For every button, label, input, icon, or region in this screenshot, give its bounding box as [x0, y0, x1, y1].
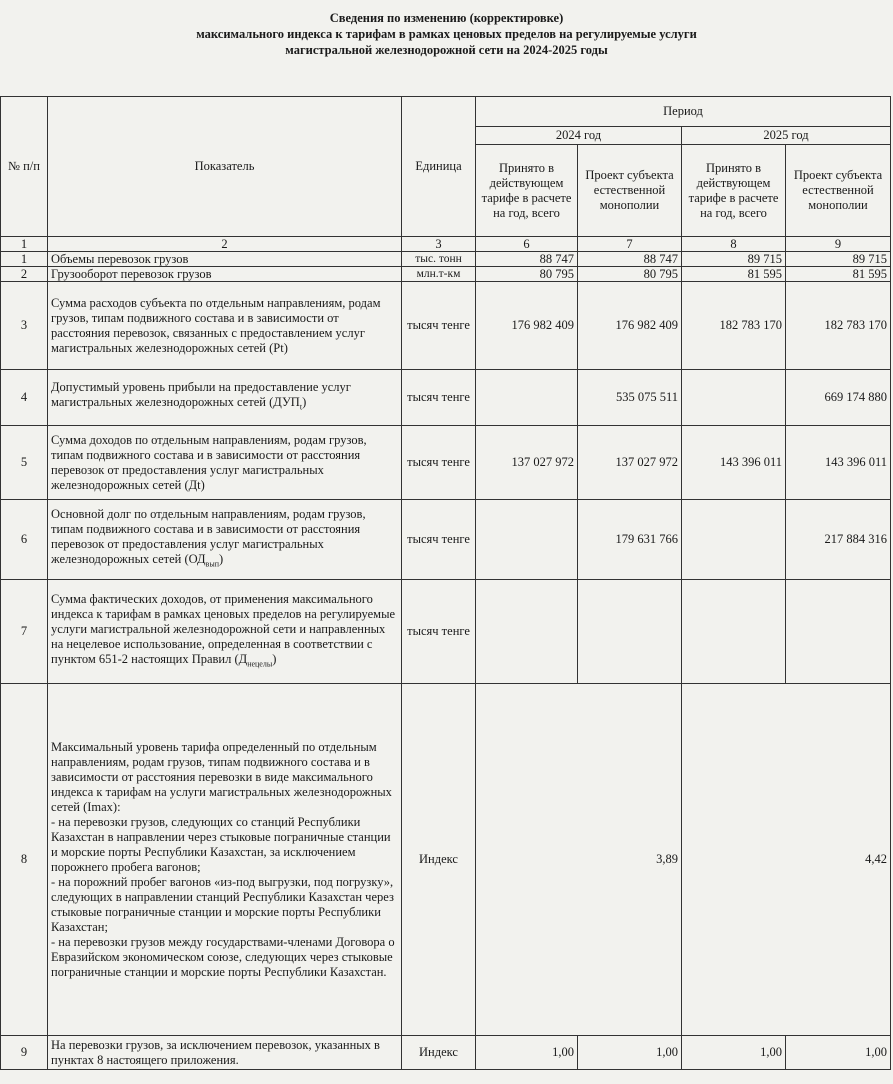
header-year-2024: 2024 год	[476, 127, 682, 145]
row-value-7: 137 027 972	[578, 426, 682, 500]
row-indicator: Основной долг по отдельным направлениям, родам грузов, типам подвижного состава и в зависимости от расстояния перевозок от предоставления услуг магистральных железнодорожных сетей $(ОД_{вып})$	[48, 500, 402, 580]
title-line-2: максимального индекса к тарифам в рамках ценовых пределов на регулируемые услуги	[196, 27, 697, 41]
row-num: 2	[1, 267, 48, 282]
col-number: 8	[682, 237, 786, 252]
table-row	[1, 267, 891, 282]
row-value-6: 80 795	[476, 267, 578, 282]
row-value-7: 1,00	[578, 1036, 682, 1070]
row-num: 6	[1, 500, 48, 580]
header-col-9: Проект субъекта естественной монополии	[786, 145, 891, 237]
row-num: 8	[1, 684, 48, 1036]
row-unit: тысяч тенге	[402, 500, 476, 580]
row-indicator: Сумма фактических доходов, от применения максимального индекса к тарифам в рамках ценовых пределов на регулируемые услуги магистральной железнодорожной сети и направленных на нецелевое использование, определенная в соответствии с пунктом 651-2 настоящих Правил $(Д_{нецелы})$	[48, 580, 402, 684]
col-number: 2	[48, 237, 402, 252]
row-value-9: 81 595	[786, 267, 891, 282]
row-value-9: 182 783 170	[786, 282, 891, 370]
row-value-9: 143 396 011	[786, 426, 891, 500]
row-num: 7	[1, 580, 48, 684]
row-value-9	[786, 580, 891, 684]
row-num: 1	[1, 252, 48, 267]
row-unit: тысяч тенге	[402, 370, 476, 426]
table-row	[1, 426, 891, 500]
document-title	[0, 10, 893, 58]
row-unit: тыс. тонн	[402, 252, 476, 267]
row-value-6: 88 747	[476, 252, 578, 267]
row-value-6	[476, 580, 578, 684]
table-row	[1, 1036, 891, 1070]
row-value-8: 182 783 170	[682, 282, 786, 370]
row-num: 4	[1, 370, 48, 426]
table-row	[1, 500, 891, 580]
col-number: 7	[578, 237, 682, 252]
header-col-6: Принято в действующем тарифе в расчете на год, всего	[476, 145, 578, 237]
header-num: № п/п	[1, 97, 48, 237]
table-row	[1, 580, 891, 684]
row-value-7: 80 795	[578, 267, 682, 282]
row-value-8: 1,00	[682, 1036, 786, 1070]
row-indicator: Сумма доходов по отдельным направлениям, родам грузов, типам подвижного состава и в зависимости от расстояния перевозок от предоставления услуг магистральных железнодорожных сетей (Дt)	[48, 426, 402, 500]
col-number: 6	[476, 237, 578, 252]
row-unit: Индекс	[402, 1036, 476, 1070]
row-value-7	[578, 580, 682, 684]
table-row	[1, 684, 891, 1036]
row-num: 9	[1, 1036, 48, 1070]
row-indicator: На перевозки грузов, за исключением перевозок, указанных в пунктах 8 настоящего приложения.	[48, 1036, 402, 1070]
row-indicator: Сумма расходов субъекта по отдельным направлениям, родам грузов, типам подвижного состава и в зависимости от расстояния перевозок, связанных с предоставлением услуг магистральных железнодорожных сетей (Pt)	[48, 282, 402, 370]
row-value-9: 217 884 316	[786, 500, 891, 580]
row-value-8: 81 595	[682, 267, 786, 282]
imax-definition: Максимальный уровень тарифа определенный по отдельным направлениям, родам грузов, типам подвижного состава и в зависимости от расстояния перевозки в виде максимального индекса к тарифам на услуги магистральных железнодорожных сетей (Imax):	[51, 739, 392, 814]
imax-item-2: - на порожний пробег вагонов «из-под выгрузки, под погрузку», следующих в направлении станций Республики Казахстан через стыковые пограничные станции и морские порты Республики Казахстан;	[51, 874, 394, 934]
title-line-3: магистральной железнодорожной сети на 2024-2025 годы	[285, 43, 608, 57]
table-row	[1, 252, 891, 267]
row-value-6	[476, 500, 578, 580]
col-number: 1	[1, 237, 48, 252]
row-value-2025: 4,42	[682, 684, 891, 1036]
row-value-8	[682, 500, 786, 580]
row-value-7: 88 747	[578, 252, 682, 267]
col-number: 3	[402, 237, 476, 252]
table-row	[1, 282, 891, 370]
header-year-2025: 2025 год	[682, 127, 891, 145]
row-value-7: 176 982 409	[578, 282, 682, 370]
row-unit: тысяч тенге	[402, 580, 476, 684]
row-indicator	[48, 684, 402, 1036]
row-value-6: 137 027 972	[476, 426, 578, 500]
row-unit: тысяч тенге	[402, 426, 476, 500]
row-value-8	[682, 370, 786, 426]
imax-item-1: - на перевозки грузов, следующих со станций Республики Казахстан в направлении через стыковые пограничные станции и морские порты Республики Казахстан, за исключением порожнего пробега вагонов;	[51, 814, 391, 874]
row-value-9: 669 174 880	[786, 370, 891, 426]
row-value-7: 535 075 511	[578, 370, 682, 426]
header-indicator: Показатель	[48, 97, 402, 237]
header-unit: Единица	[402, 97, 476, 237]
row-value-6: 176 982 409	[476, 282, 578, 370]
imax-item-3: - на перевозки грузов между государствами-членами Договора о Евразийском экономическом союзе, следующих через стыковые пограничные станции и морские порты Республики Казахстан.	[51, 934, 395, 979]
row-value-7: 179 631 766	[578, 500, 682, 580]
row-num: 3	[1, 282, 48, 370]
row-value-8: 89 715	[682, 252, 786, 267]
row-indicator: Объемы перевозок грузов	[48, 252, 402, 267]
row-value-9: 89 715	[786, 252, 891, 267]
row-value-2024: 3,89	[476, 684, 682, 1036]
table-row	[1, 370, 891, 426]
header-col-7: Проект субъекта естественной монополии	[578, 145, 682, 237]
row-value-6: 1,00	[476, 1036, 578, 1070]
header-period: Период	[476, 97, 891, 127]
row-value-6	[476, 370, 578, 426]
header-col-8: Принято в действующем тарифе в расчете на год, всего	[682, 145, 786, 237]
tariff-table	[0, 96, 891, 1070]
row-indicator: Допустимый уровень прибыли на предоставление услуг магистральных железнодорожных сетей $(ДУП_t)$	[48, 370, 402, 426]
row-unit: млн.т-км	[402, 267, 476, 282]
row-value-8: 143 396 011	[682, 426, 786, 500]
row-num: 5	[1, 426, 48, 500]
row-unit: тысяч тенге	[402, 282, 476, 370]
col-number: 9	[786, 237, 891, 252]
row-indicator: Грузооборот перевозок грузов	[48, 267, 402, 282]
title-line-1: Сведения по изменению (корректировке)	[329, 11, 564, 25]
row-unit: Индекс	[402, 684, 476, 1036]
row-value-8	[682, 580, 786, 684]
row-value-9: 1,00	[786, 1036, 891, 1070]
